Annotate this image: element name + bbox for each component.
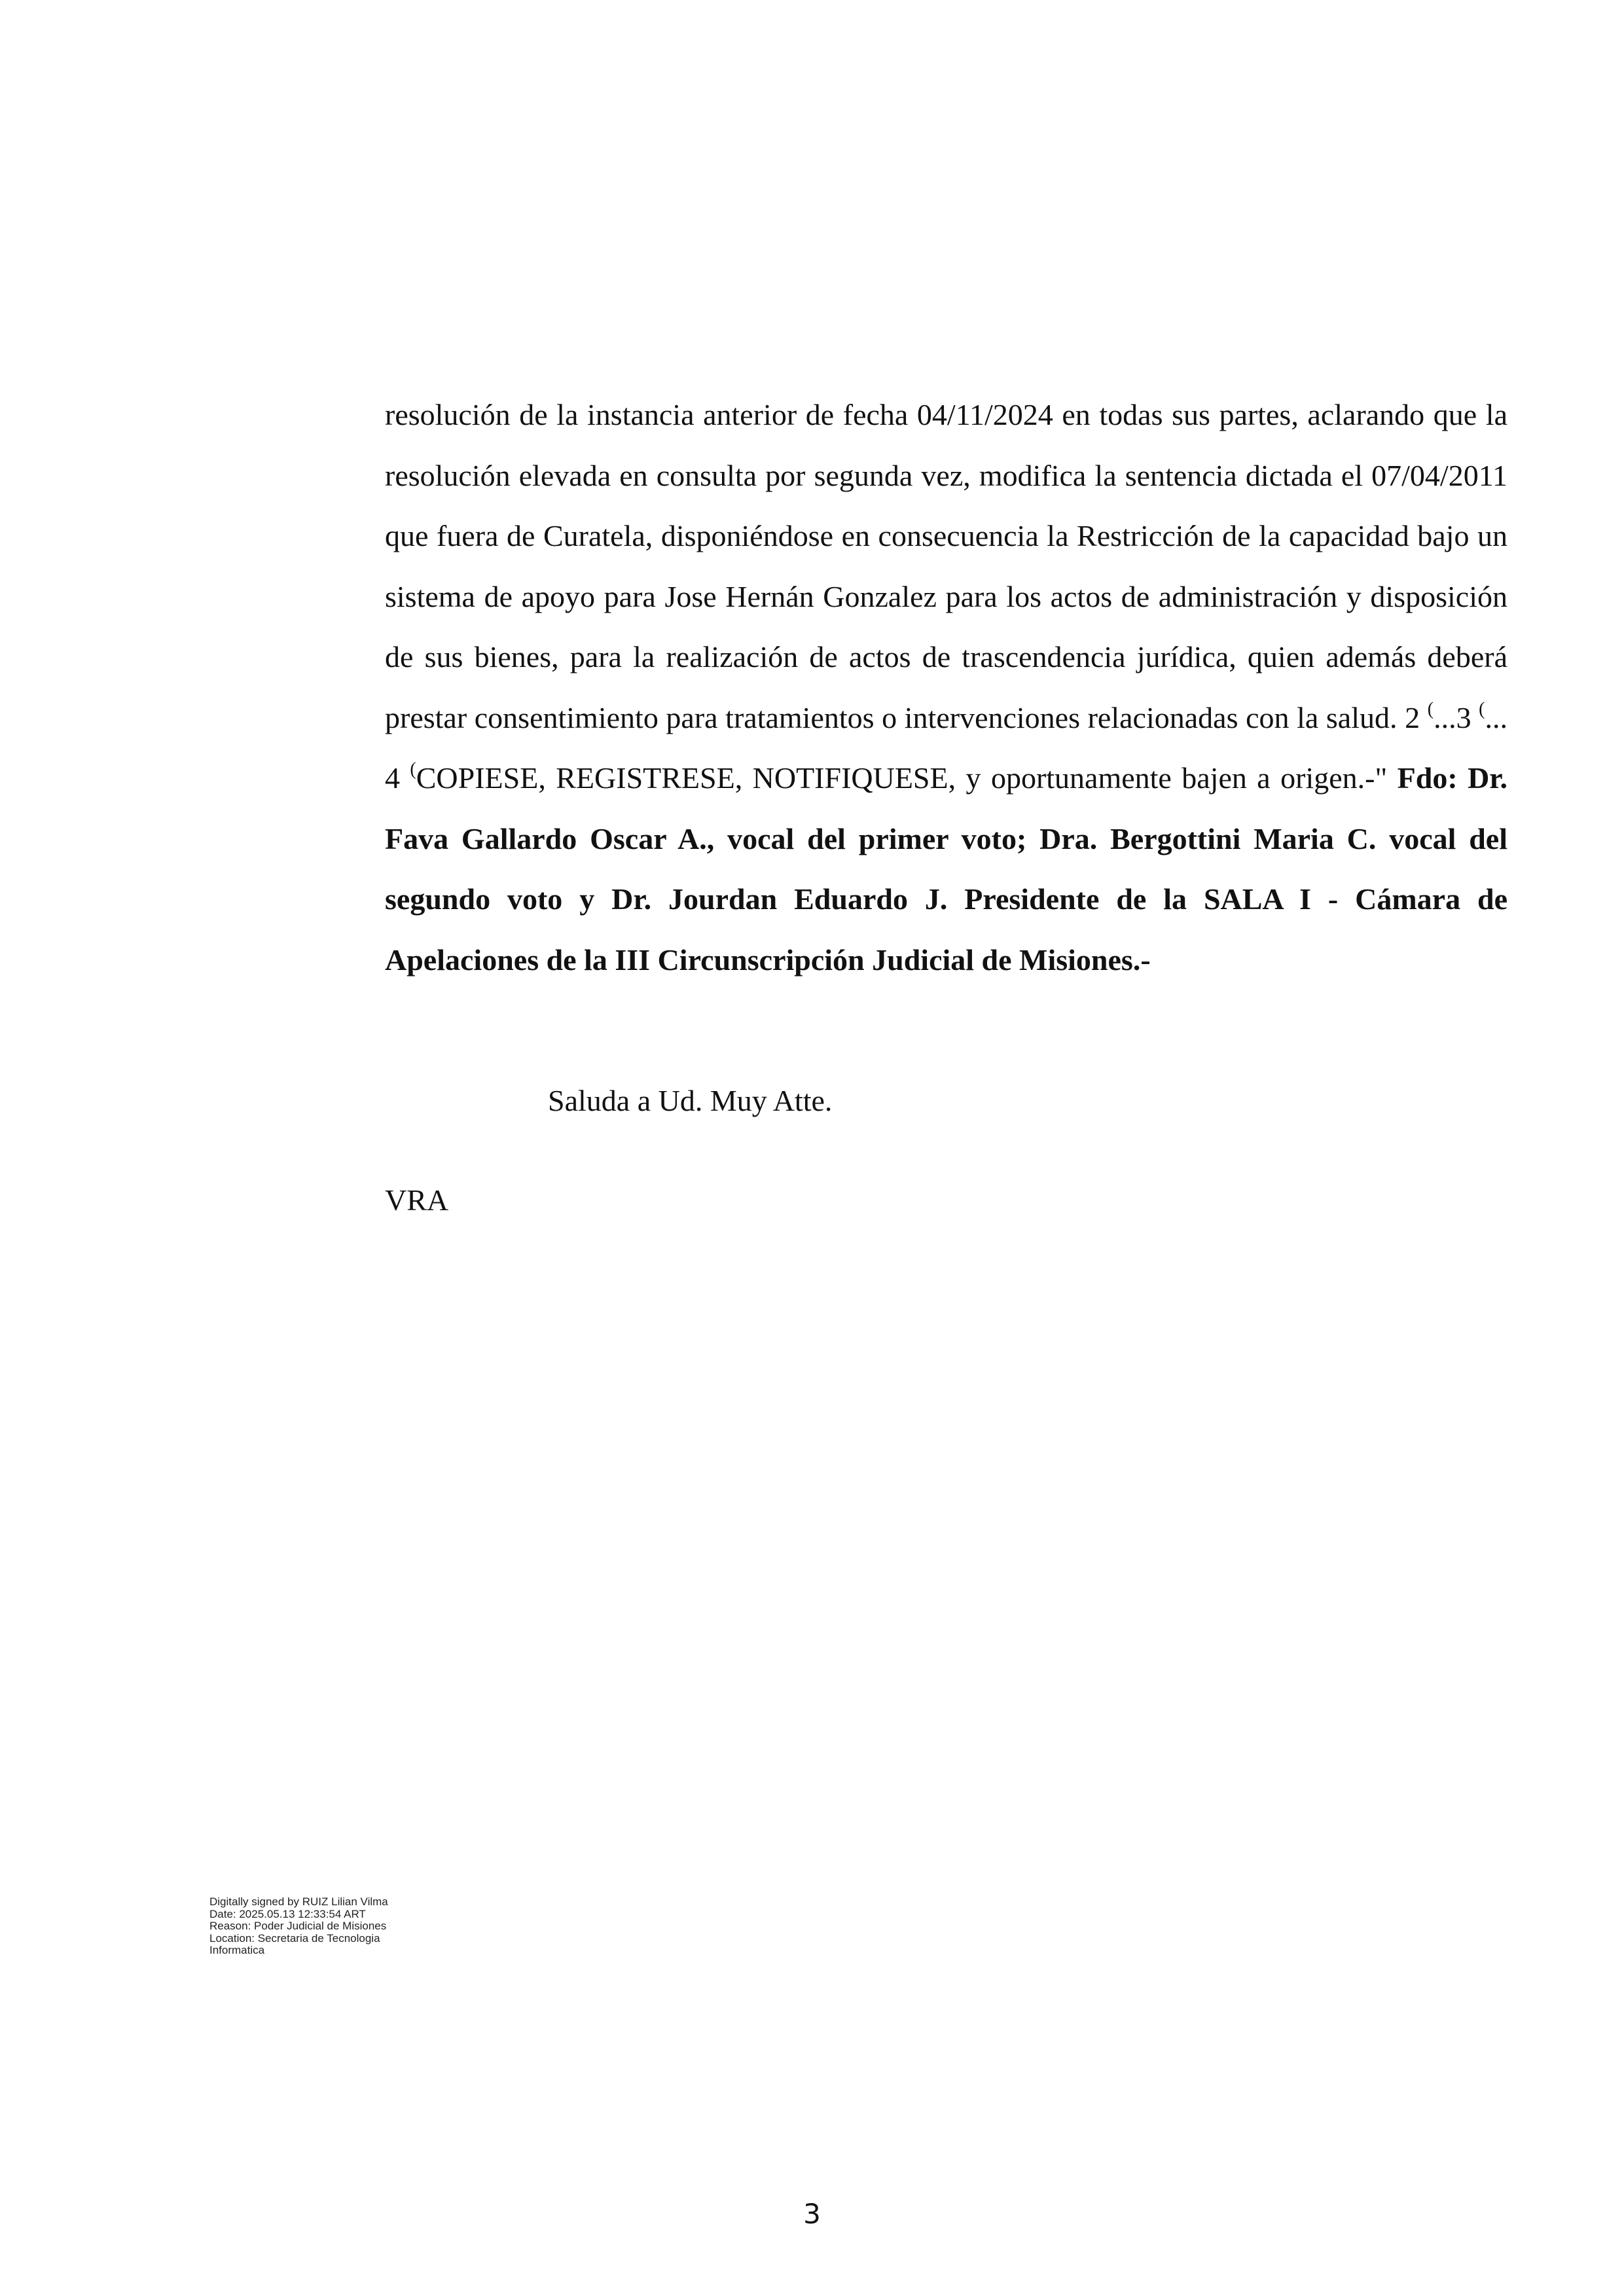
signature-location-cont: Informatica — [209, 1944, 265, 1956]
signature-location: Location: Secretaria de Tecnologia — [209, 1931, 380, 1945]
footnote-mark-1: ( — [1427, 698, 1434, 719]
signature-date: Date: 2025.05.13 12:33:54 ART — [209, 1907, 366, 1920]
resolution-paragraph — [385, 385, 1507, 990]
digital-signature-block — [209, 1896, 445, 1957]
footnote-mark-3: ( — [410, 759, 416, 780]
body-text-part3: ... 4 — [385, 700, 1507, 795]
closing-greeting: Saluda a Ud. Muy Atte. — [548, 1084, 833, 1117]
signers-text: Fdo: Dr. Fava Gallardo Oscar A., vocal del primer voto; Dra. Bergottini Maria C. vocal del segundo voto y Dr. Jourdan Eduardo J. Presidente de la SALA I - Cámara de Apelaciones de la III Circunscripción Judicial de Misiones.- — [385, 761, 1508, 977]
page-number: 3 — [803, 2198, 821, 2230]
body-text-part2: ...3 — [1434, 700, 1471, 734]
body-text-part4: COPIESE, REGISTRESE, NOTIFIQUESE, y oportunamente bajen a origen.-" — [416, 761, 1388, 795]
signature-reason: Reason: Poder Judicial de Misiones — [209, 1920, 387, 1932]
author-initials: VRA — [385, 1183, 449, 1217]
footnote-mark-2: ( — [1479, 698, 1485, 719]
body-text-part1: resolución de la instancia anterior de fecha 04/11/2024 en todas sus partes, aclarando que la resolución elevada en consulta por segunda vez, modifica la sentencia dictada el 07/04/2011 que fuera de Curatela, disponiéndose en consecuencia la Restricción de la capacidad bajo un sistema de apoyo para Jose Hernán Gonzalez para los actos de administración y disposición de sus bienes, para la realización de actos de trascendencia jurídica, quien además deberá prestar consentimiento para tratamientos o intervenciones relacionadas con la salud. 2 — [385, 398, 1507, 734]
signature-signed-by: Digitally signed by RUIZ Lilian Vilma — [209, 1895, 388, 1908]
